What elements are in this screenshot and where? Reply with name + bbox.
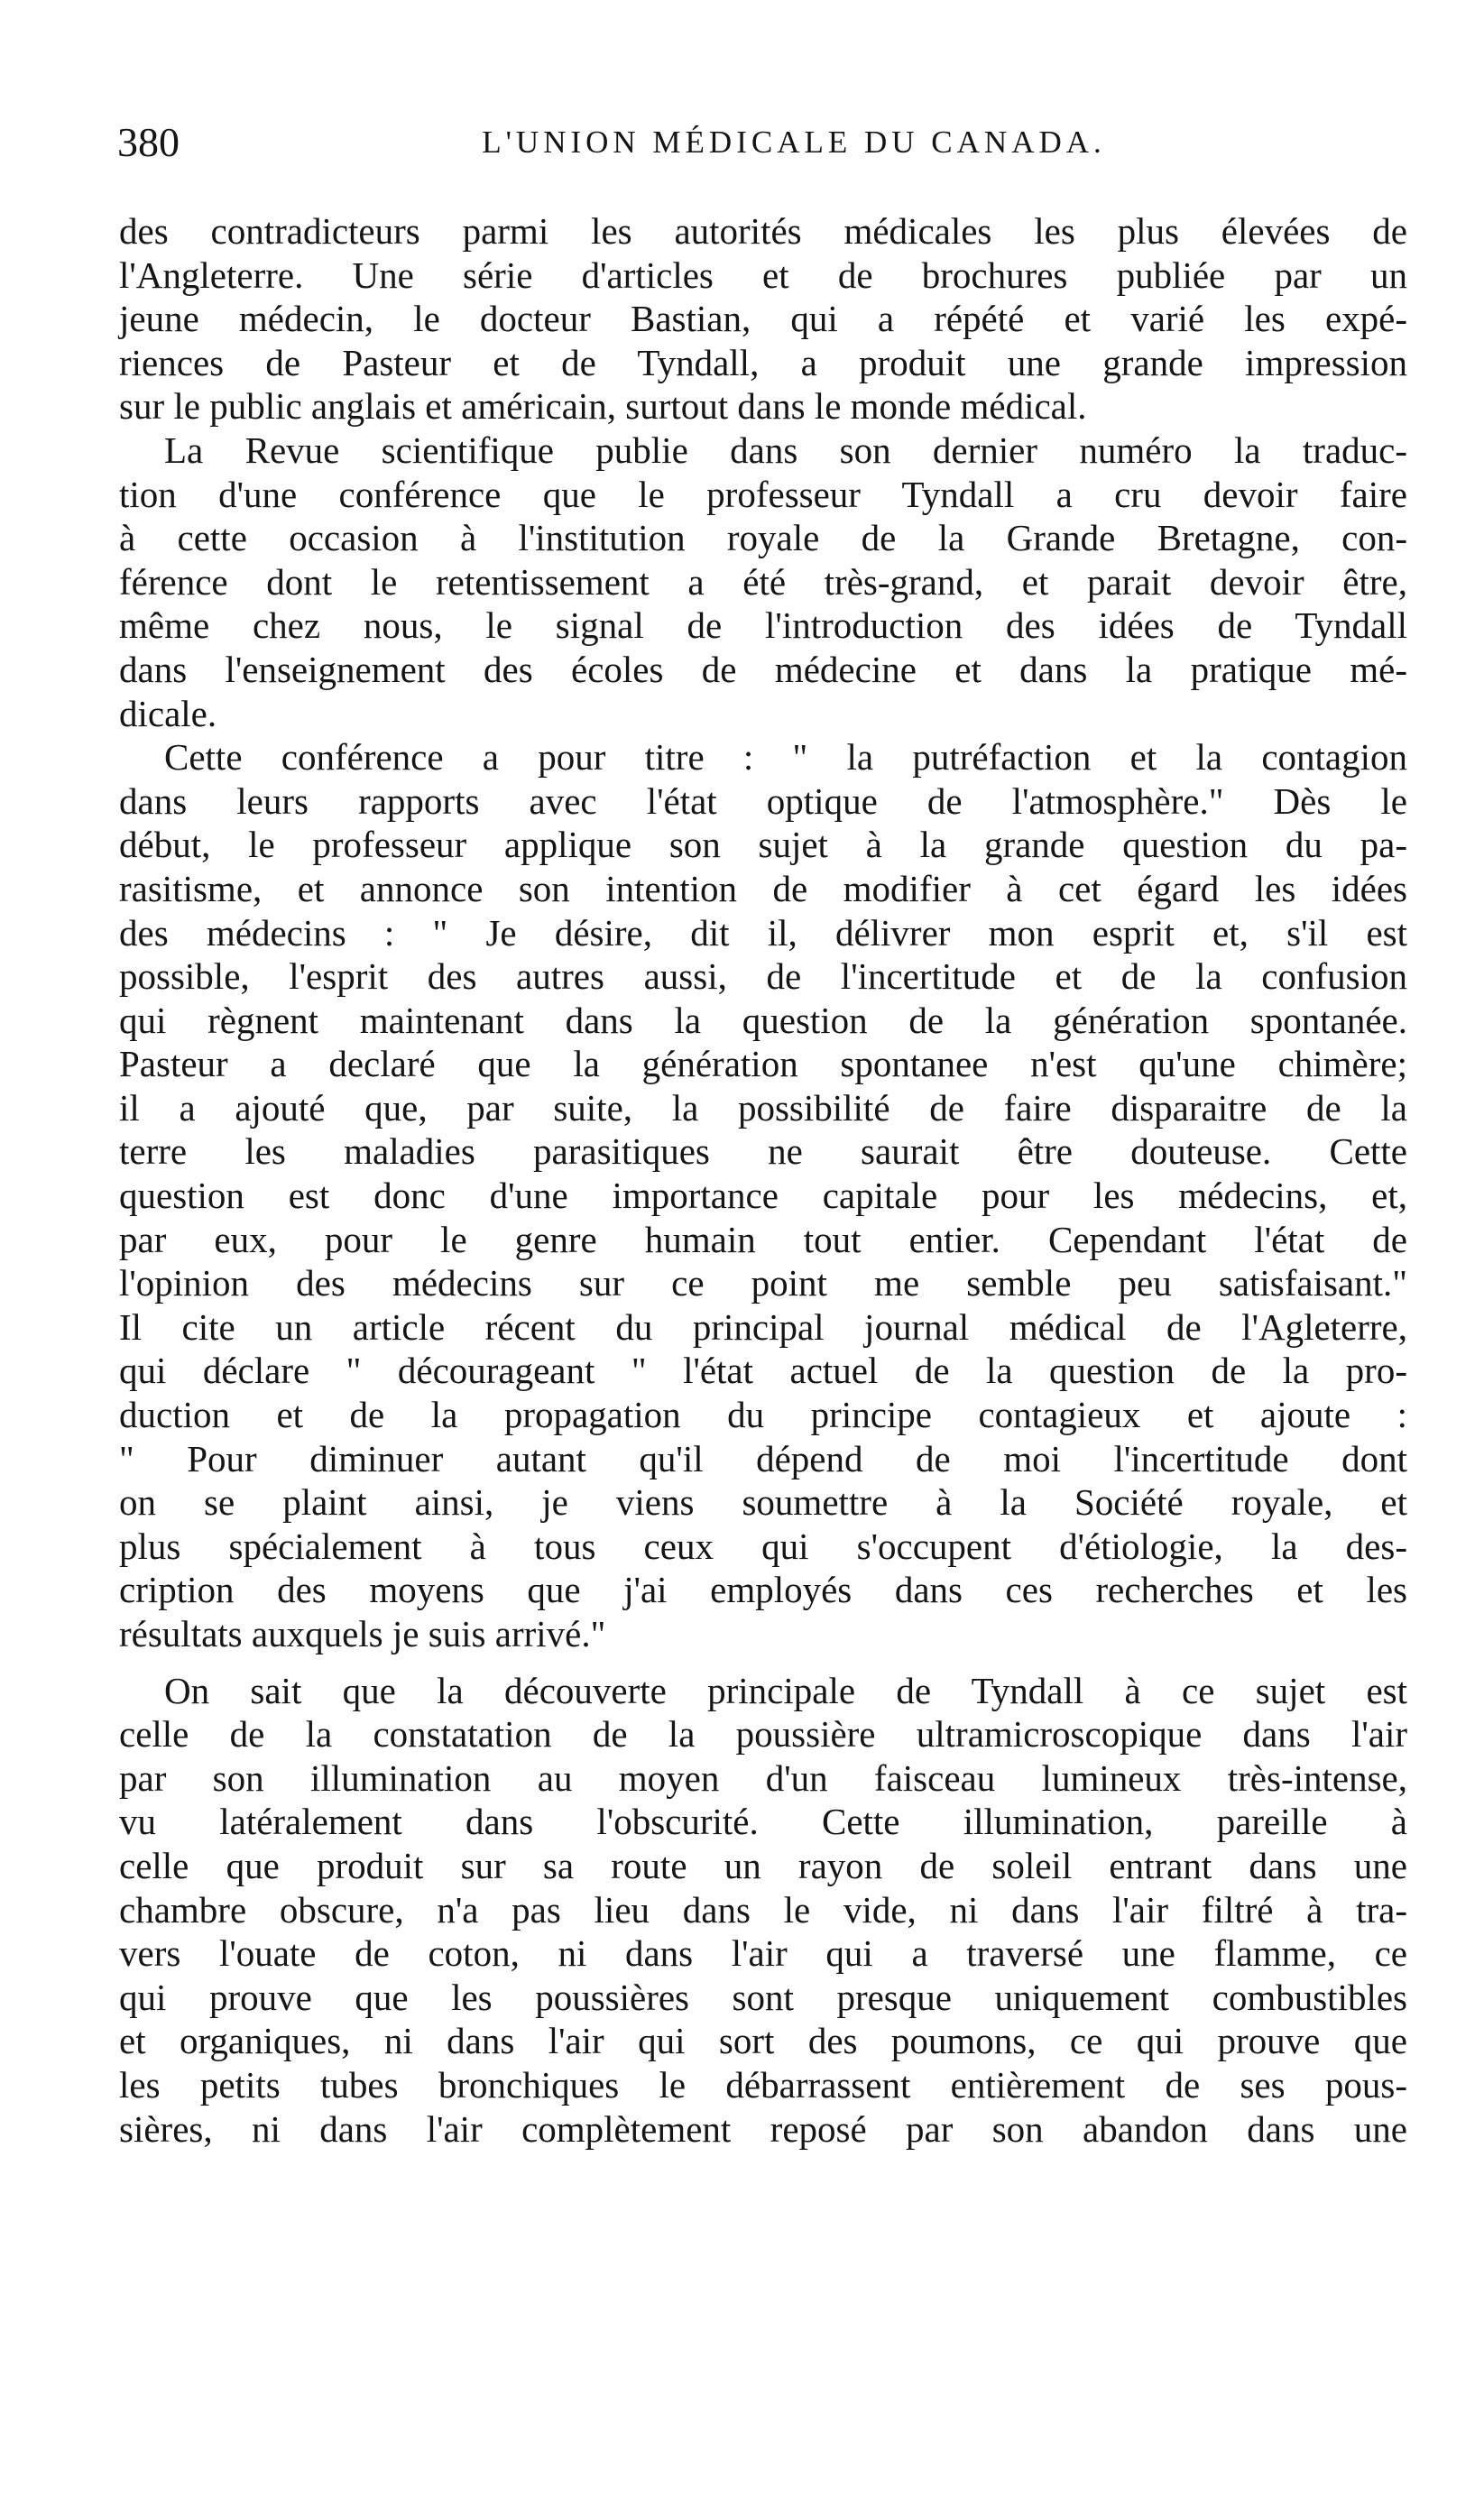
text-line: et organiques, ni dans l'air qui sort des poumons, ce qui prouve que xyxy=(119,2020,1407,2062)
text-line: début, le professeur applique son sujet à la grande question du pa- xyxy=(119,824,1407,866)
text-line: jeune médecin, le docteur Bastian, qui a répété et varié les expé- xyxy=(119,298,1407,340)
text-line: même chez nous, le signal de l'introduction des idées de Tyndall xyxy=(119,604,1407,647)
text-line: vu latéralement dans l'obscurité. Cette illumination, pareille à xyxy=(119,1801,1407,1843)
text-line: par son illumination au moyen d'un faisceau lumineux très-intense, xyxy=(119,1756,1407,1799)
text-line: férence dont le retentissement a été très-grand, et parait devoir être, xyxy=(119,560,1407,603)
text-line: les petits tubes bronchiques le débarrassent entièrement de ses pous- xyxy=(119,2063,1407,2106)
running-title: L'UNION MÉDICALE DU CANADA. xyxy=(482,124,1106,160)
text-line: dicale. xyxy=(119,692,217,734)
body-text xyxy=(119,209,1407,2151)
text-line: La Revue scientifique publie dans son dernier numéro la traduc- xyxy=(164,429,1407,471)
text-line: qui règnent maintenant dans la question de la génération spontanée. xyxy=(119,999,1407,1041)
text-line: qui prouve que les poussières sont presque uniquement combustibles xyxy=(119,1976,1407,2018)
text-line: dans leurs rapports avec l'état optique de l'atmosphère." Dès le xyxy=(119,779,1407,822)
page-number: 380 xyxy=(117,119,180,165)
text-line: " Pour diminuer autant qu'il dépend de moi l'incertitude dont xyxy=(119,1437,1407,1479)
text-line: sières, ni dans l'air complètement reposé par son abandon dans une xyxy=(119,2107,1407,2150)
text-line: celle que produit sur sa route un rayon de soleil entrant dans une xyxy=(119,1844,1407,1886)
text-line: Cette conférence a pour titre : " la putréfaction et la contagion xyxy=(164,736,1407,779)
text-line: plus spécialement à tous ceux qui s'occupent d'étiologie, la des- xyxy=(119,1525,1407,1567)
text-line: des médecins : " Je désire, dit il, délivrer mon esprit et, s'il est xyxy=(119,911,1407,954)
text-line: qui déclare " décourageant " l'état actuel de la question de la pro- xyxy=(119,1350,1407,1392)
text-line: On sait que la découverte principale de Tyndall à ce sujet est xyxy=(164,1669,1407,1711)
text-line: chambre obscure, n'a pas lieu dans le vide, ni dans l'air filtré à tra- xyxy=(119,1888,1407,1931)
text-line: l'Angleterre. Une série d'articles et de brochures publiée par un xyxy=(119,253,1407,296)
text-line: question est donc d'une importance capitale pour les médecins, et, xyxy=(119,1175,1407,1217)
text-line: rasitisme, et annonce son intention de modifier à cet égard les idées xyxy=(119,867,1407,909)
text-line: des contradicteurs parmi les autorités médicales les plus élevées de xyxy=(119,210,1407,252)
text-line: tion d'une conférence que le professeur Tyndall a cru devoir faire xyxy=(119,473,1407,515)
text-line: on se plaint ainsi, je viens soumettre à la Société royale, et xyxy=(119,1481,1407,1524)
text-line: résultats auxquels je suis arrivé." xyxy=(119,1613,606,1655)
running-header xyxy=(117,115,1403,170)
text-line: Il cite un article récent du principal journal médical de l'Agleterre, xyxy=(119,1305,1407,1348)
text-line: sur le public anglais et américain, surtout dans le monde médical. xyxy=(119,385,1087,428)
text-line: dans l'enseignement des écoles de médecine et dans la pratique mé- xyxy=(119,648,1407,690)
text-line: duction et de la propagation du principe contagieux et ajoute : xyxy=(119,1394,1407,1436)
text-line: terre les maladies parasitiques ne saurait être douteuse. Cette xyxy=(119,1130,1407,1173)
text-line: possible, l'esprit des autres aussi, de l'incertitude et de la confusion xyxy=(119,955,1407,998)
text-line: il a ajouté que, par suite, la possibilité de faire disparaitre de la xyxy=(119,1086,1407,1129)
text-line: par eux, pour le genre humain tout entier. Cependant l'état de xyxy=(119,1218,1407,1260)
text-line: Pasteur a declaré que la génération spontanee n'est qu'une chimère; xyxy=(119,1043,1407,1085)
text-line: l'opinion des médecins sur ce point me semble peu satisfaisant." xyxy=(119,1262,1407,1304)
text-line: cription des moyens que j'ai employés dans ces recherches et les xyxy=(119,1569,1407,1611)
text-line: riences de Pasteur et de Tyndall, a produit une grande impression xyxy=(119,341,1407,383)
text-line: vers l'ouate de coton, ni dans l'air qui a traversé une flamme, ce xyxy=(119,1932,1407,1975)
text-line: celle de la constatation de la poussière ultramicroscopique dans l'air xyxy=(119,1713,1407,1756)
text-line: à cette occasion à l'institution royale de la Grande Bretagne, con- xyxy=(119,517,1407,559)
